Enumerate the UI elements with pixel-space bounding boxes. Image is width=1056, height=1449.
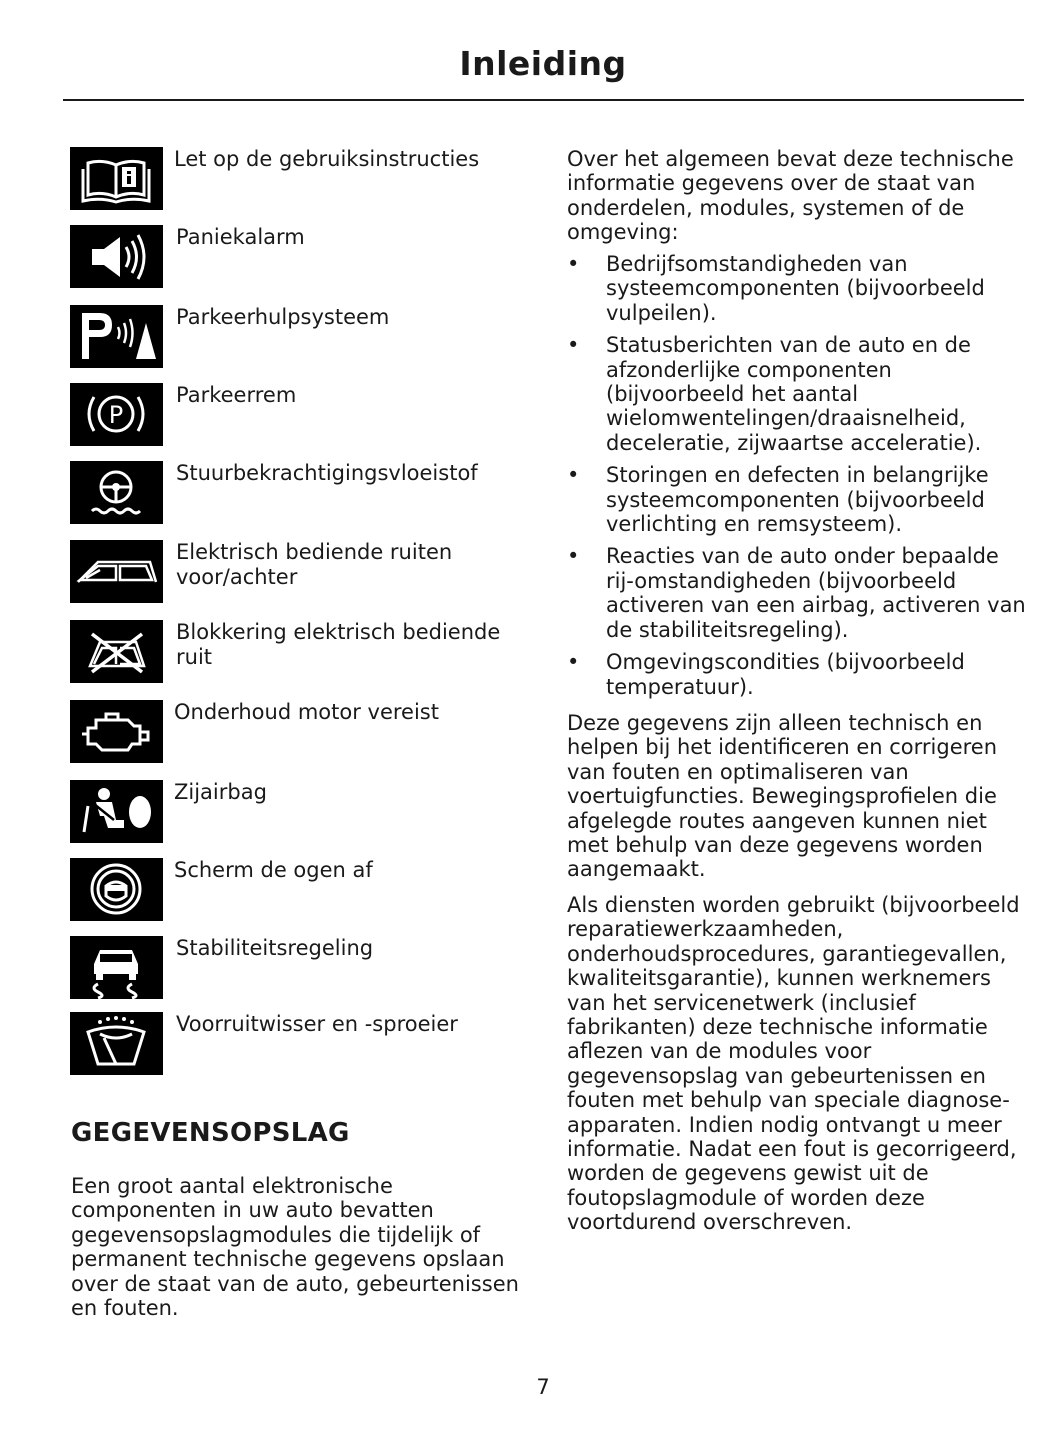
wiper-washer-icon xyxy=(70,1012,163,1075)
bullet-marker: • xyxy=(567,252,580,276)
manual-book-icon xyxy=(70,147,163,210)
bullet-marker: • xyxy=(567,544,580,569)
symbol-label: Paniekalarm xyxy=(176,225,305,249)
window-lockout-icon xyxy=(70,620,163,683)
bullet-text: Statusberichten van de auto en de afzonderlijke componenten (bijvoorbeeld het aantal wielomwentelingen/draaisnelheid, deceleratie, zijwaartse acceleratie). xyxy=(606,333,982,455)
side-airbag-icon xyxy=(70,780,163,843)
right-intro-paragraph: Over het algemeen bevat deze technische informatie gegevens over de staat van onderdelen, modules, systemen of de omgeving: xyxy=(567,147,1014,245)
symbol-label: Zijairbag xyxy=(174,780,267,804)
svg-text:P: P xyxy=(108,401,124,429)
power-windows-icon xyxy=(70,540,163,603)
info-bullet-list xyxy=(567,252,1027,707)
parking-aid-icon xyxy=(70,305,163,368)
bullet-marker: • xyxy=(567,333,580,358)
symbol-label: Elektrisch bediende ruiten voor/achter xyxy=(176,540,453,589)
stability-control-icon xyxy=(70,936,163,999)
symbol-label: Voorruitwisser en -sproeier xyxy=(176,1012,458,1036)
eye-protection-icon xyxy=(70,858,163,921)
section-intro-paragraph: Een groot aantal elektronische componenten in uw auto bevatten gegevensopslagmodules die tijdelijk of permanent technische gegevens opslaan over de staat van de auto, gebeurtenissen en fouten. xyxy=(71,1174,519,1321)
symbol-label: Parkeerrem xyxy=(176,383,297,407)
symbol-label: Blokkering elektrisch bediende ruit xyxy=(176,620,501,669)
page-title: Inleiding xyxy=(459,44,627,83)
list-item xyxy=(567,252,1027,325)
page-number: 7 xyxy=(536,1375,550,1399)
symbol-label: Stabiliteitsregeling xyxy=(176,936,374,960)
list-item xyxy=(567,650,1027,699)
bullet-text: Storingen en defecten in belangrijke systeemcomponenten (bijvoorbeeld verlichting en remsysteem). xyxy=(606,463,989,537)
bullet-text: Reacties van de auto onder bepaalde rij-omstandigheden (bijvoorbeeld activeren van een airbag, activeren van de stabiliteitsregeling). xyxy=(606,544,1026,642)
list-item xyxy=(567,333,1027,455)
symbol-label: Scherm de ogen af xyxy=(174,858,373,882)
parking-brake-icon xyxy=(70,383,163,446)
bullet-marker: • xyxy=(567,650,580,675)
symbol-label: Let op de gebruiksinstructies xyxy=(174,147,480,171)
engine-service-icon xyxy=(70,700,163,763)
bullet-text: Bedrijfsomstandigheden van systeemcomponenten (bijvoorbeeld vulpeilen). xyxy=(606,252,985,325)
power-steering-fluid-icon xyxy=(70,461,163,524)
symbol-label: Stuurbekrachtigingsvloeistof xyxy=(176,461,478,485)
bullet-marker: • xyxy=(567,463,580,488)
header-divider xyxy=(63,99,1024,101)
horn-speaker-icon xyxy=(70,225,163,288)
right-paragraph-3: Als diensten worden gebruikt (bijvoorbeeld reparatiewerkzaamheden, onderhoudsprocedures, garantiegevallen, kwaliteitsgarantie), kunnen werknemers van het servicenetwerk (inclusief fabrikanten) deze technische informatie aflezen van de modules voor gegevensopslag van gebeurtenissen en fouten met behulp van speciale diagnose-apparaten. Indien nodig ontvangt u meer informatie. Nadat een fout is gecorrigeerd, worden de gegevens gewist uit de foutopslagmodule of worden deze voortdurend overschreven. xyxy=(567,893,1020,1235)
symbol-label: Parkeerhulpsysteem xyxy=(176,305,390,329)
right-paragraph-2: Deze gegevens zijn alleen technisch en helpen bij het identificeren en corrigeren van fouten en optimaliseren van voertuigfuncties. Bewegingsprofielen die afgelegde routes aangeven kunnen niet met behulp van deze gegevens worden aangemaakt. xyxy=(567,711,998,882)
bullet-text: Omgevingscondities (bijvoorbeeld temperatuur). xyxy=(606,650,965,699)
list-item xyxy=(567,463,1027,536)
symbol-label: Onderhoud motor vereist xyxy=(174,700,439,724)
list-item xyxy=(567,544,1027,642)
section-heading: GEGEVENSOPSLAG xyxy=(71,1118,350,1148)
